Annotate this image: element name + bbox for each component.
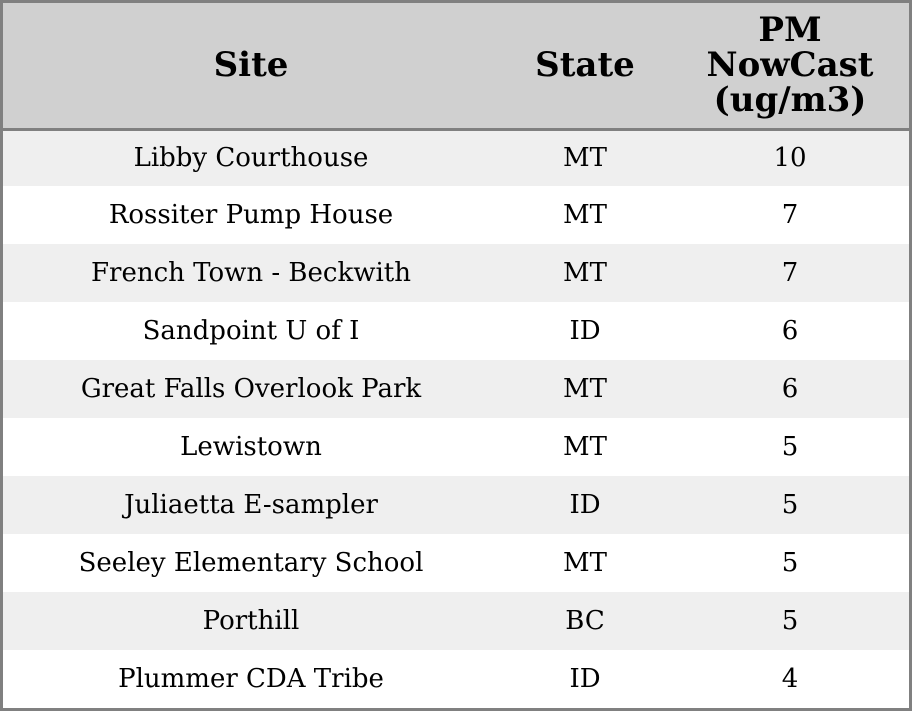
- table-body: [3, 129, 909, 708]
- pm-nowcast-table: [3, 3, 909, 708]
- cell-pm-value: 4: [781, 664, 799, 694]
- cell-pm-value: 5: [781, 606, 799, 636]
- header-state: State: [499, 3, 671, 129]
- header-pm-line-3: (ug/m3): [713, 79, 867, 120]
- header-pm-line-1: PM: [758, 9, 822, 50]
- cell-pm-value: 5: [781, 432, 799, 462]
- cell-state: ID: [569, 490, 601, 520]
- cell-state: MT: [563, 374, 607, 404]
- cell-state: MT: [563, 200, 607, 230]
- cell-state: MT: [563, 432, 607, 462]
- cell-site: Porthill: [202, 606, 300, 636]
- table-row: [3, 650, 909, 708]
- cell-site: Lewistown: [180, 432, 322, 462]
- cell-site: Seeley Elementary School: [78, 548, 424, 578]
- cell-site: Libby Courthouse: [133, 143, 369, 174]
- table-row: [3, 129, 909, 186]
- cell-state: ID: [569, 316, 601, 346]
- cell-pm-value: 7: [781, 200, 799, 230]
- cell-state: MT: [563, 548, 607, 578]
- table-row: [3, 418, 909, 476]
- cell-state: MT: [563, 258, 607, 288]
- cell-state: MT: [563, 143, 607, 174]
- header-site: Site: [3, 3, 499, 129]
- cell-pm-value: 6: [781, 316, 799, 346]
- header-pm-nowcast: [671, 3, 909, 129]
- table-row: [3, 244, 909, 302]
- cell-site: Rossiter Pump House: [108, 200, 394, 230]
- cell-site: Great Falls Overlook Park: [80, 374, 422, 404]
- table-row: [3, 534, 909, 592]
- cell-pm-value: 7: [781, 258, 799, 288]
- cell-pm-value: 5: [781, 548, 799, 578]
- cell-pm-value: 5: [781, 490, 799, 520]
- cell-site: Sandpoint U of I: [142, 316, 360, 346]
- cell-state: ID: [569, 664, 601, 694]
- table-row: [3, 302, 909, 360]
- cell-state: BC: [565, 606, 605, 636]
- cell-pm-value: 10: [773, 143, 807, 174]
- table-row: [3, 360, 909, 418]
- table-row: [3, 186, 909, 244]
- cell-site: Plummer CDA Tribe: [118, 664, 384, 694]
- header-row: [3, 3, 909, 129]
- cell-site: Juliaetta E-sampler: [124, 490, 378, 520]
- table-row: [3, 476, 909, 534]
- cell-pm-value: 6: [781, 374, 799, 404]
- cell-site: French Town - Beckwith: [90, 258, 412, 288]
- header-pm-line-2: NowCast: [706, 44, 874, 85]
- table-row: [3, 592, 909, 650]
- table-header: [3, 3, 909, 129]
